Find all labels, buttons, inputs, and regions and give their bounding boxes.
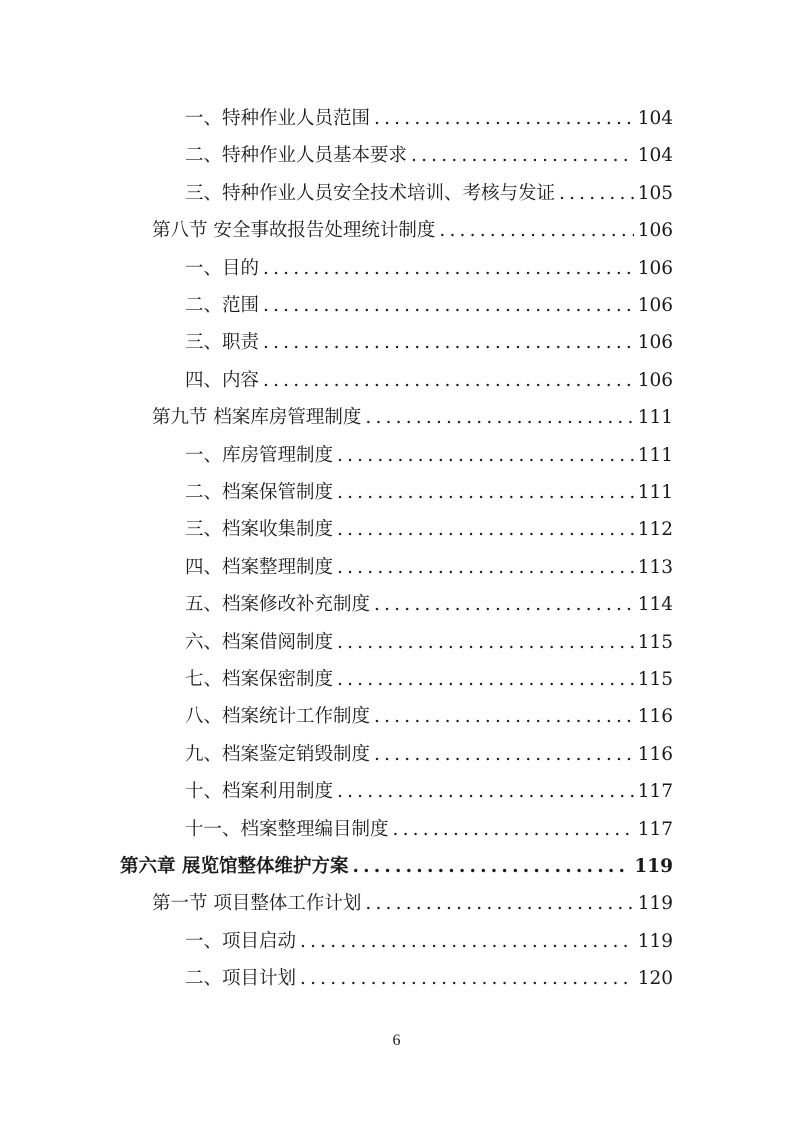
- toc-entry-page: 119: [634, 856, 673, 877]
- toc-dot-leader: [263, 250, 634, 287]
- toc-entry[interactable]: [185, 100, 673, 137]
- toc-entry[interactable]: [185, 698, 673, 735]
- toc-dot-leader: [337, 549, 634, 586]
- page-number: 6: [392, 1032, 401, 1049]
- toc-dot-leader: [439, 212, 633, 249]
- toc-entry[interactable]: [185, 811, 673, 848]
- toc-entry-page: 117: [637, 818, 673, 840]
- toc-dot-leader: [263, 287, 634, 324]
- toc-entry-page: 105: [637, 182, 673, 204]
- toc-entry[interactable]: [185, 960, 673, 997]
- toc-dot-leader: [374, 698, 634, 735]
- toc-entry-page: 106: [637, 295, 673, 316]
- toc-entry-title: 七、档案保密制度: [185, 669, 334, 690]
- toc-entry-page: 104: [637, 108, 673, 129]
- toc-entry-page: 104: [637, 145, 673, 167]
- toc-entry-title: 四、内容: [185, 369, 260, 391]
- toc-entry-title: 五、档案修改补充制度: [185, 594, 371, 616]
- toc-entry-page: 116: [637, 706, 673, 728]
- toc-entry-page: 106: [637, 257, 673, 279]
- toc-entry-title: 十一、档案整理编目制度: [185, 818, 389, 840]
- toc-entry-title: 第一节 项目整体工作计划: [152, 893, 362, 915]
- toc-entry-page: 119: [637, 893, 673, 915]
- toc-entry-title: 九、档案鉴定销毁制度: [185, 743, 371, 765]
- toc-entry-page: 120: [637, 968, 673, 990]
- toc-entry[interactable]: [185, 736, 673, 773]
- toc-dot-leader: [559, 175, 634, 212]
- toc-entry-title: 三、职责: [185, 332, 260, 354]
- toc-entry[interactable]: [185, 474, 673, 511]
- toc-entry-page: 106: [637, 220, 673, 242]
- toc-entry-title: 二、项目计划: [185, 968, 297, 990]
- toc-entry[interactable]: [185, 287, 673, 324]
- toc-dot-leader: [337, 773, 634, 810]
- toc-entry-title: 十、档案利用制度: [185, 781, 334, 803]
- toc-entry-title: 六、档案借阅制度: [185, 631, 334, 653]
- toc-entry[interactable]: [152, 399, 673, 436]
- toc-entry-page: 111: [637, 482, 673, 503]
- toc-entry-page: 106: [637, 369, 673, 391]
- toc-entry[interactable]: [185, 549, 673, 586]
- toc-entry[interactable]: [185, 661, 673, 698]
- toc-entry-page: 117: [637, 781, 673, 803]
- toc-entry-page: 114: [637, 594, 673, 616]
- toc-entry[interactable]: [185, 362, 673, 399]
- toc-entry-title: 二、特种作业人员基本要求: [185, 145, 408, 167]
- toc-entry[interactable]: [185, 923, 673, 960]
- toc-entry[interactable]: [185, 511, 673, 548]
- toc-dot-leader: [337, 661, 634, 698]
- toc-entry[interactable]: [185, 773, 673, 810]
- toc-entry-title: 第八节 安全事故报告处理统计制度: [152, 220, 436, 242]
- toc-dot-leader: [393, 811, 634, 848]
- toc-entry-page: 115: [637, 669, 673, 690]
- toc-dot-leader: [365, 399, 633, 436]
- toc-dot-leader: [374, 736, 634, 773]
- toc-entry-page: 113: [637, 556, 673, 578]
- toc-dot-leader: [337, 511, 634, 548]
- toc-entry-page: 111: [637, 407, 673, 429]
- toc-entry-title: 三、档案收集制度: [185, 519, 334, 541]
- toc-dot-leader: [352, 848, 630, 885]
- toc-entry-title: 二、档案保管制度: [185, 482, 334, 503]
- toc-dot-leader: [411, 137, 634, 174]
- toc-entry-title: 第九节 档案库房管理制度: [152, 407, 362, 429]
- toc-entry-title: 一、项目启动: [185, 930, 297, 952]
- toc-entry-page: 116: [637, 743, 673, 765]
- toc-dot-leader: [374, 100, 634, 137]
- toc-entry-page: 111: [637, 444, 673, 466]
- toc-dot-leader: [263, 324, 634, 361]
- toc-dot-leader: [300, 923, 634, 960]
- toc-entry-page: 106: [637, 332, 673, 354]
- toc-entry[interactable]: [185, 586, 673, 623]
- toc-entry-title: 三、特种作业人员安全技术培训、考核与发证: [185, 182, 556, 204]
- toc-dot-leader: [365, 885, 633, 922]
- toc-entry-title: 四、档案整理制度: [185, 556, 334, 578]
- toc-entry-title: 一、目的: [185, 257, 260, 279]
- toc-entry[interactable]: [185, 437, 673, 474]
- toc-entry-page: 112: [637, 519, 673, 541]
- toc-entry[interactable]: [185, 175, 673, 212]
- toc-entry-page: 115: [637, 631, 673, 653]
- toc-entry[interactable]: [185, 250, 673, 287]
- toc-dot-leader: [337, 437, 634, 474]
- toc-dot-leader: [337, 474, 634, 511]
- toc-entry-title: 一、库房管理制度: [185, 444, 334, 466]
- toc-entry-title: 二、范围: [185, 295, 260, 316]
- toc-entry[interactable]: [185, 624, 673, 661]
- toc-entry-title: 第六章 展览馆整体维护方案: [120, 856, 349, 877]
- toc-entry[interactable]: [152, 212, 673, 249]
- toc-entry[interactable]: [185, 324, 673, 361]
- toc-entry-title: 一、特种作业人员范围: [185, 108, 371, 129]
- toc-entry-title: 八、档案统计工作制度: [185, 706, 371, 728]
- toc-entry-page: 119: [637, 930, 673, 952]
- toc-entry[interactable]: [152, 885, 673, 922]
- toc-dot-leader: [300, 960, 634, 997]
- toc-dot-leader: [374, 586, 634, 623]
- toc-dot-leader: [263, 362, 634, 399]
- toc-entry[interactable]: [120, 848, 673, 885]
- toc-dot-leader: [337, 624, 634, 661]
- toc-entry[interactable]: [185, 137, 673, 174]
